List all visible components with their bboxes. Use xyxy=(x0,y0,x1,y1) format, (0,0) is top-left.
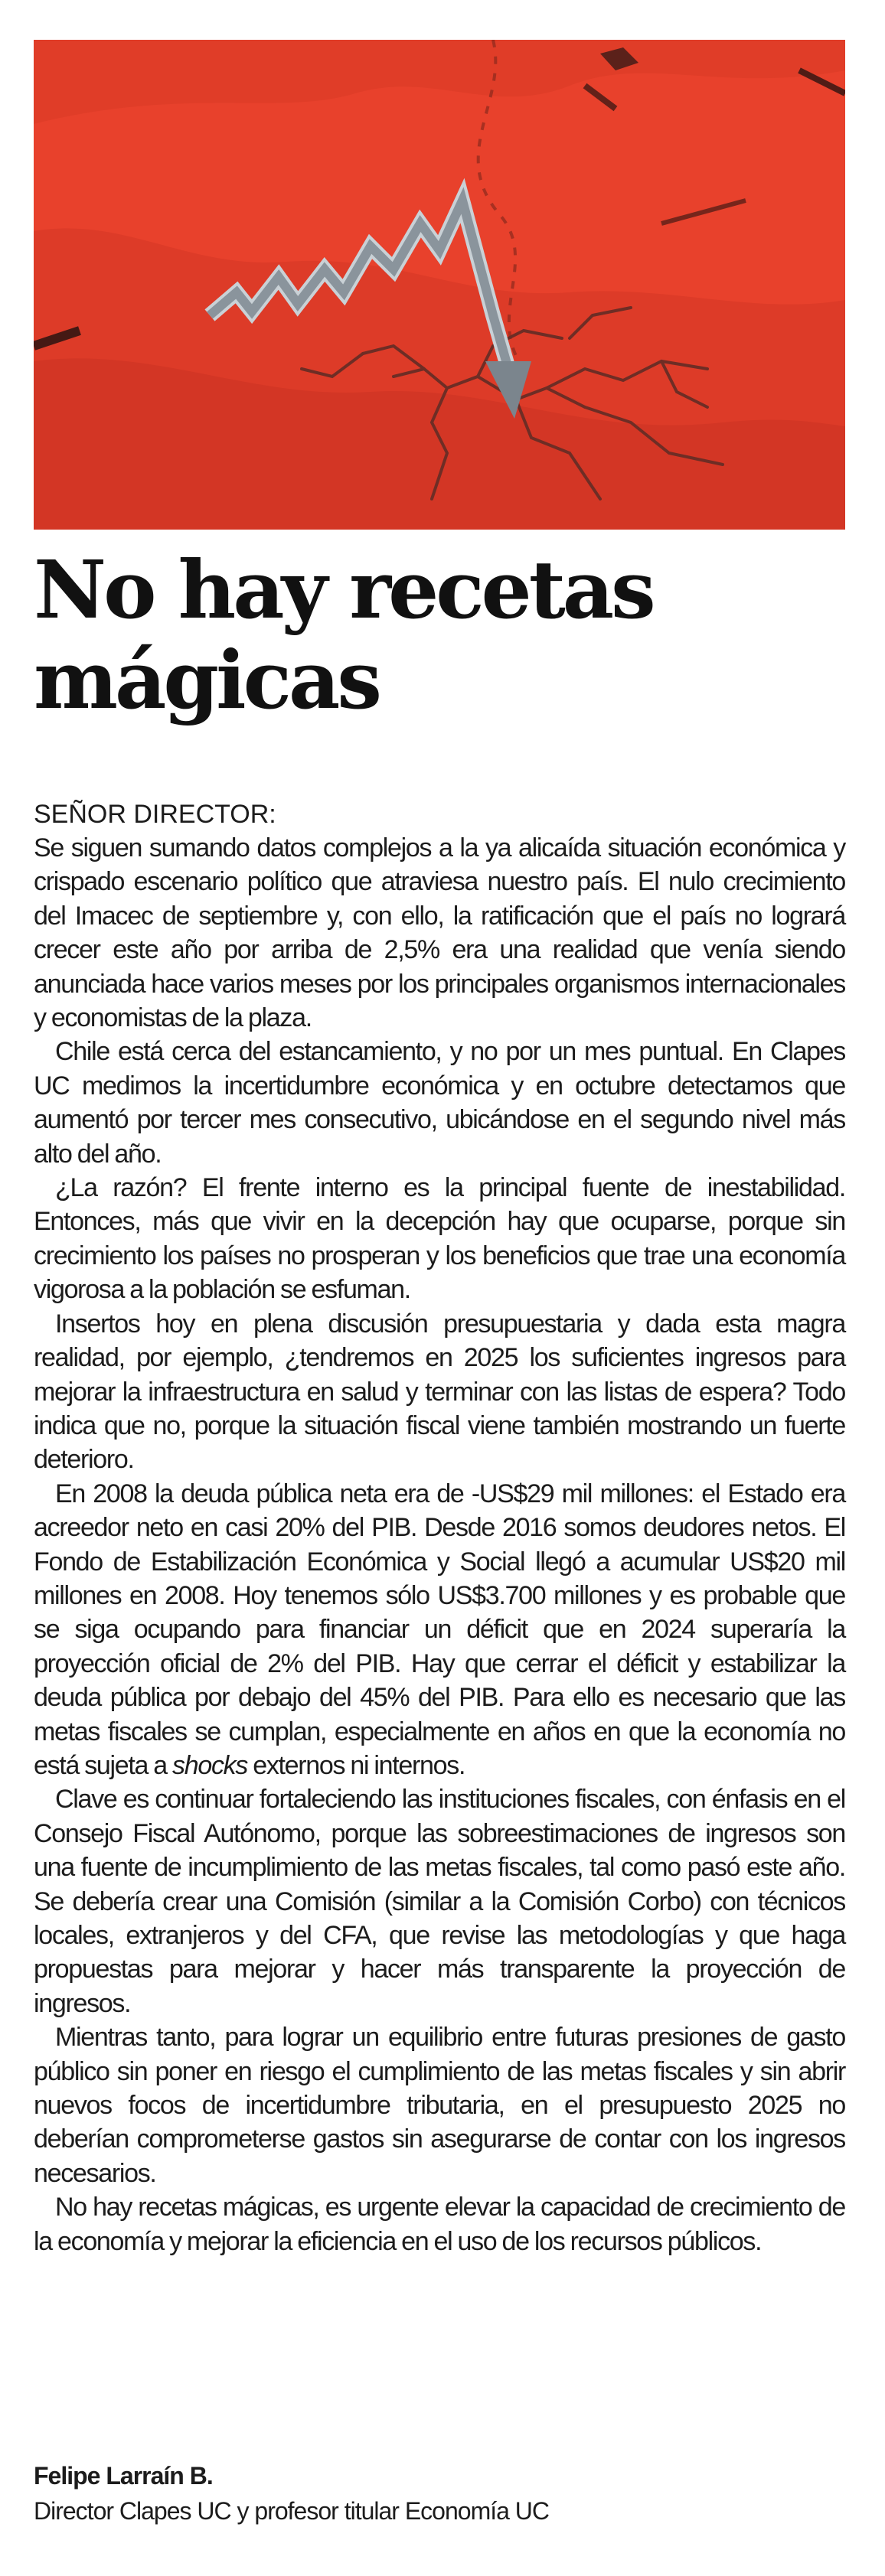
paragraph-5-shocks: shocks xyxy=(172,1750,248,1780)
article-body xyxy=(34,797,845,2258)
signature xyxy=(34,2458,845,2529)
paragraph-5-text: En 2008 la deuda pública neta era de -US$29 mil millones: el Estado era acreedor neto en casi 20% del PIB. Desde 2016 somos deudores netos. El Fondo de Estabilización Económica y Social llegó a acumular US$20 mil millones en 2008. Hoy tenemos sólo US$3.700 millones y es probable que se siga ocupando para financiar un déficit que en 2024 superaría la proyección oficial de 2% del PIB. Hay que cerrar el déficit y estabilizar la deuda pública por debajo del 45% del PIB. Para ello es necesario que las metas fiscales se cumplan, especialmente en años en que la economía no está sujeta a xyxy=(34,1479,845,1780)
salutation: SEÑOR DIRECTOR: xyxy=(34,800,276,829)
paragraph-5-end: externos ni internos. xyxy=(247,1750,465,1780)
paragraph-7: Mientras tanto, para lograr un equilibrio entre futuras presiones de gasto público sin poner en riesgo el cumplimiento de las metas fiscales y sin abrir nuevos focos de incertidumbre tributaria, en el presupuesto 2025 no deberían comprometerse gastos sin asegurarse de contar con los ingresos necesarios. xyxy=(34,2023,845,2188)
author-title: Director Clapes UC y profesor titular Economía UC xyxy=(34,2497,550,2525)
paragraph-3: ¿La razón? El frente interno es la principal fuente de inestabilidad. Entonces, más que vivir en la decepción hay que ocuparse, porque sin crecimiento los países no prosperan y los beneficios que trae una economía vigorosa a la población se esfuman. xyxy=(34,1173,845,1305)
cracked-ground-falling-arrow-illustration xyxy=(34,40,845,530)
author-name: Felipe Larraín B. xyxy=(34,2462,213,2490)
paragraph-5 xyxy=(34,1477,845,1783)
paragraph-1: Se siguen sumando datos complejos a la ya alicaída situación económica y crispado escenario político que atraviesa nuestro país. El nulo crecimiento del Imacec de septiembre y, con ello, la ratificación que el país no logrará crecer este año por arriba de 2,5% era una realidad que venía siendo anunciada hace varios meses por los principales organismos internacionales y economistas de la plaza. xyxy=(34,833,845,1033)
paragraph-8: No hay recetas mágicas, es urgente elevar la capacidad de crecimiento de la economía y mejorar la eficiencia en el uso de los recursos públicos. xyxy=(34,2193,845,2256)
headline: No hay recetas mágicas xyxy=(34,543,653,727)
paragraph-2: Chile está cerca del estancamiento, y no por un mes puntual. En Clapes UC medimos la incertidumbre económica y en octubre detectamos que aumentó por tercer mes consecutivo, ubicándose en el segundo nivel más alto del año. xyxy=(34,1037,845,1169)
paragraph-4: Insertos hoy en plena discusión presupuestaria y dada esta magra realidad, por ejemplo, ¿tendremos en 2025 los suficientes ingresos para mejorar la infraestructura en salud y terminar con las listas de espera? Todo indica que no, porque la situación fiscal viene también mostrando un fuerte deterioro. xyxy=(34,1309,845,1475)
article-illustration xyxy=(34,40,845,530)
paragraph-6: Clave es continuar fortaleciendo las instituciones fiscales, con énfasis en el Consejo Fiscal Autónomo, porque las sobreestimaciones de ingresos son una fuente de incumplimiento de las metas fiscales, tal como pasó este año. Se debería crear una Comisión (similar a la Comisión Corbo) con técnicos locales, extranjeros y del CFA, que revise las metodologías y que haga propuestas para mejorar y hacer más transparente la proyección de ingresos. xyxy=(34,1785,845,2018)
